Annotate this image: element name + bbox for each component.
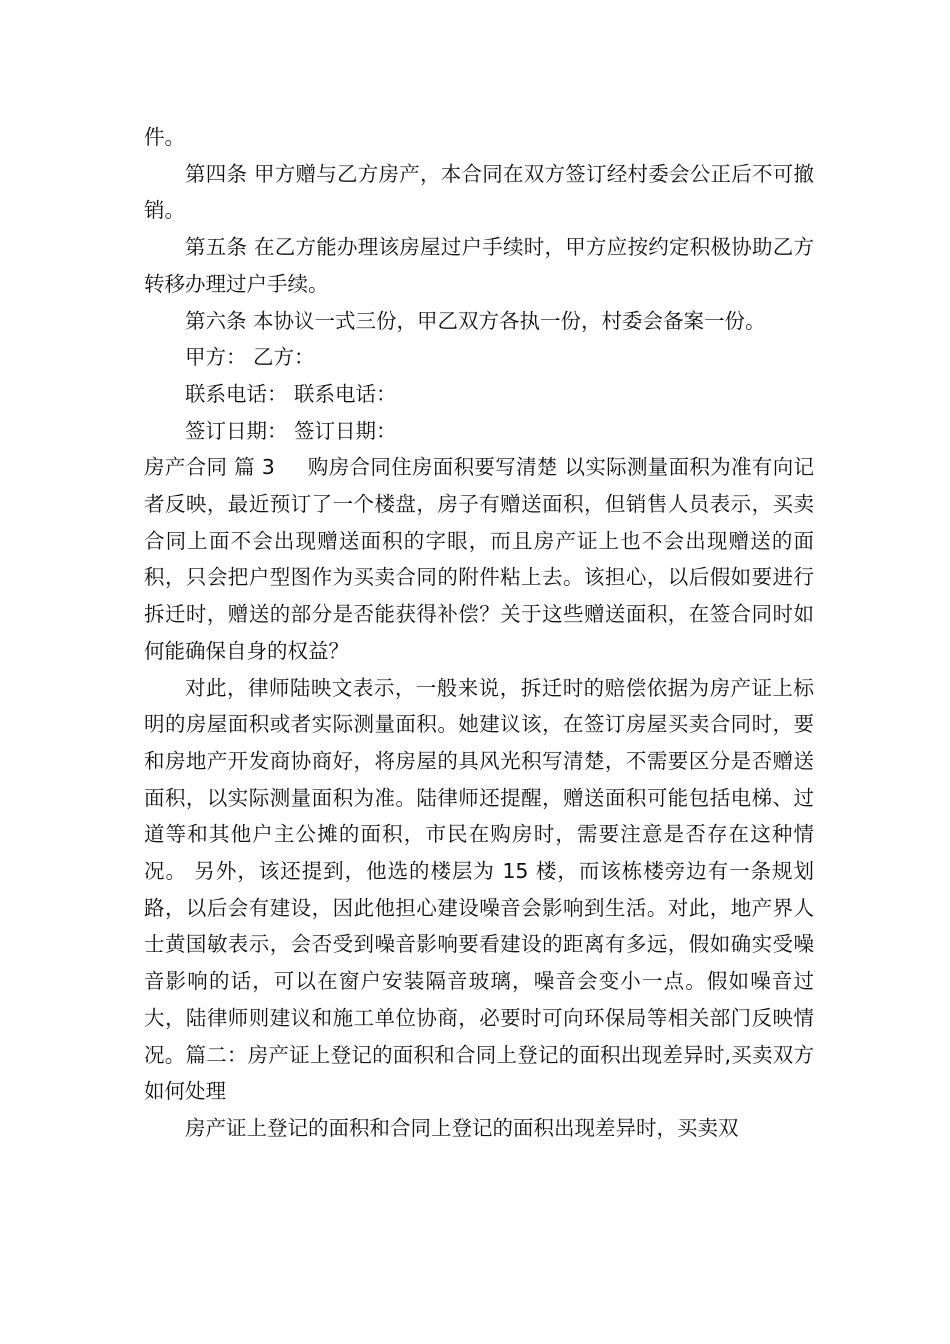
section-paragraph (144, 449, 814, 669)
party-signature-line: 甲方： 乙方： (185, 345, 315, 370)
article-six: 第六条 本协议一式三份，甲乙双方各执一份，村委会备案一份。 (185, 308, 766, 333)
section-heading: 房产合同 篇 3 (144, 455, 275, 480)
contact-phone-line: 联系电话： 联系电话： (185, 381, 397, 406)
area-difference-paragraph: 房产证上登记的面积和合同上登记的面积出现差异时，买卖双 (185, 1115, 739, 1140)
article-five: 第五条 在乙方能办理该房屋过户手续时，甲方应按约定积极协助乙方转移办理过户手续。 (144, 235, 814, 296)
document-body (144, 119, 814, 1147)
article-four: 第四条 甲方赠与乙方房产，本合同在双方签订经村委会公正后不可撤销。 (144, 161, 814, 223)
sign-date-line: 签订日期： 签订日期： (185, 418, 397, 443)
paragraph-fragment: 件。 (144, 125, 185, 149)
section-lead-text: 购房合同住房面积要写清楚 以实际测量面积为准有向记者反映，最近预订了一个楼盘，房子有赠送面积，但销售人员表示，买卖合同上面不会出现赠送面积的字眼，而且房产证上也不会出现赠送的面积，只会把户型图作为买卖合同的附件粘上去。该担心，以后假如要进行拆迁时，赠送的部分是否能获得补偿？关于这些赠送面积，在签合同时如何能确保自身的权益？ (144, 455, 815, 663)
lawyer-advice-paragraph: 对此，律师陆映文表示，一般来说，拆迁时的赔偿依据为房产证上标明的房屋面积或者实际测量面积。她建议该，在签订房屋买卖合同时，要和房地产开发商协商好，将房屋的具风光积写清楚，不需要区分是否赠送面积，以实际测量面积为准。陆律师还提醒，赠送面积可能包括电梯、过道等和其他户主公摊的面积，市民在购房时，需要注意是否存在这种情况。 另外，该还提到，他选的楼层为 15 楼，而该栋楼旁边有一条规划路，以后会有建设，因此他担心建设噪音会影响到生活。对此，地产界人士黄国敏表示，会否受到噪音影响要看建设的距离有多远，假如确实受噪音影响的话，可以在窗户安装隔音玻璃，噪音会变小一点。假如噪音过大，陆律师则建议和施工单位协商，必要时可向环保局等相关部门反映情况。篇二：房产证上登记的面积和合同上登记的面积出现差异时,买卖双方如何处理 (144, 675, 814, 1104)
